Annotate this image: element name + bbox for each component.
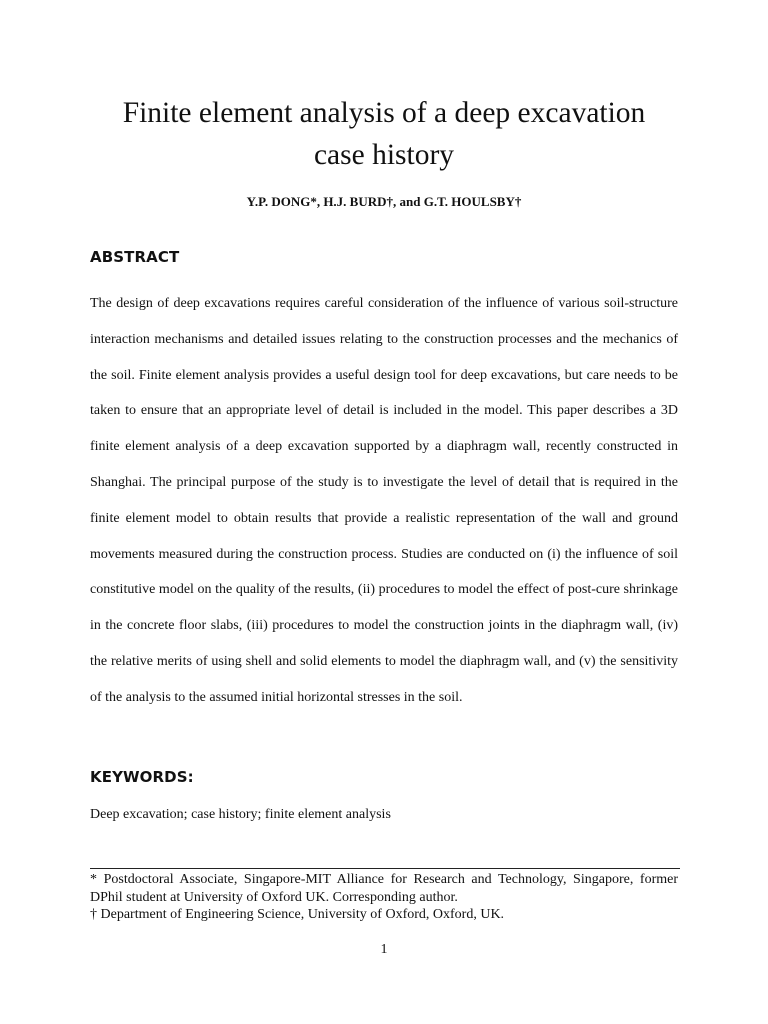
keywords-heading: KEYWORDS:	[90, 768, 194, 786]
paper-title	[60, 92, 708, 176]
paper-title-line-2: case history	[313, 139, 455, 171]
keywords-body: Deep excavation; case history; finite element analysis	[90, 807, 391, 822]
footnote-affiliation-1: * Postdoctoral Associate, Singapore-MIT Alliance for Research and Technology, Singapore, former DPhil student at University of Oxford UK. Corresponding author.	[90, 872, 678, 905]
author-list: Y.P. DONG*, H.J. BURD†, and G.T. HOULSBY†	[246, 194, 522, 209]
abstract-heading: ABSTRACT	[90, 248, 180, 266]
footnotes	[90, 871, 678, 924]
abstract-body: The design of deep excavations requires careful consideration of the influence of various soil-structure interaction mechanisms and detailed issues relating to the construction processes and the mechanics of the soil. Finite element analysis provides a useful design tool for deep excavations, but care needs to be taken to ensure that an appropriate level of detail is included in the model. This paper describes a 3D finite element analysis of a deep excavation supported by a diaphragm wall, recently constructed in Shanghai. The principal purpose of the study is to investigate the level of detail that is required in the finite element model to obtain results that provide a realistic representation of the wall and ground movements measured during the construction process. Studies are conducted on (i) the influence of soil constitutive model on the quality of the results, (ii) procedures to model the effect of post-cure shrinkage in the concrete floor slabs, (iii) procedures to model the construction joints in the diaphragm wall, (iv) the relative merits of using shell and solid elements to model the diaphragm wall, and (v) the sensitivity of the analysis to the assumed initial horizontal stresses in the soil.	[90, 296, 678, 705]
paper-title-line-1: Finite element analysis of a deep excavation	[122, 97, 646, 129]
footnote-affiliation-2: † Department of Engineering Science, University of Oxford, Oxford, UK.	[90, 907, 505, 922]
page-number: 1	[380, 942, 388, 957]
footnote-divider	[90, 868, 680, 869]
